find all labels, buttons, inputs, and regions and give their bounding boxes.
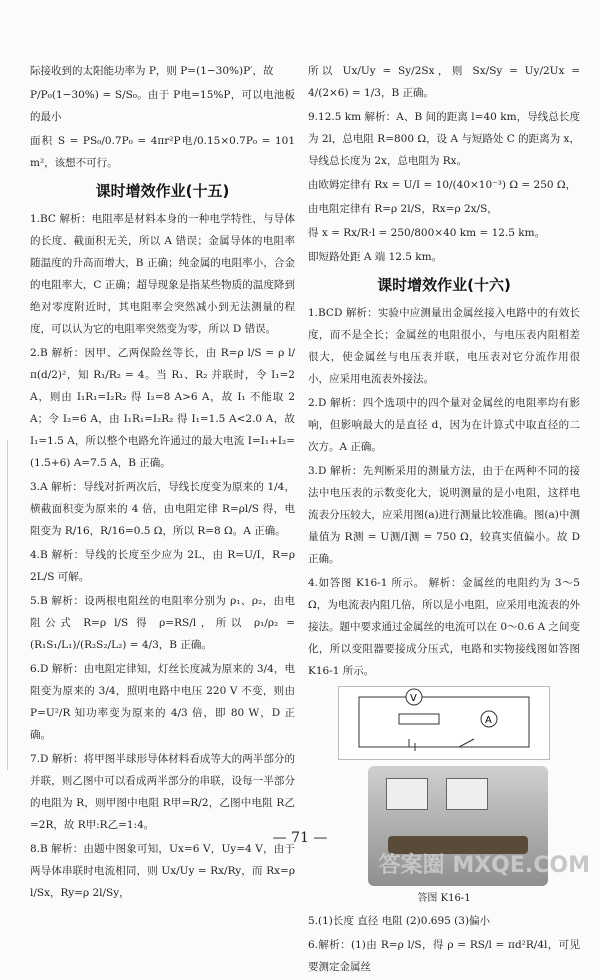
answer-7: 7.D 解析：将甲图半球形导体材料看成等大的两半部分的并联，则乙图中可以看成两半部分的串联，设每一半部分的电阻为 R，则甲图中电阻 R甲=R/2，乙图中电阻 R乙=2R，故 R甲:R乙=1:4。: [30, 753, 295, 831]
svg-text:A: A: [485, 715, 492, 726]
answer-16-4: 4.如答图 K16-1 所示。 解析：金属丝的电阻约为 3～5 Ω，为电流表内阻几倍，所以是小电阻，应采用电流表的外接法。题中要求通过金属丝的电流可以在 0～0.6 A 之间变化，所以变阻器要接成分压式，电路和实物接线图如答图 K16-1 所示。: [308, 577, 580, 677]
section-title-16: 课时增效作业(十六): [377, 276, 511, 294]
answer-8: 8.B 解析：由题中图象可知，Ux=6 V，Uy=4 V，由于两导体串联时电流相同，则 Ux/Uy = Rx/Ry，而 Rx=ρ l/Sx，Ry=ρ 2l/Sy，: [30, 843, 295, 899]
answer-16-3: 3.D 解析：先判断采用的测量方法，由于在两种不同的接法中电压表的示数变化大，说明测量的是小电阻，这样电流表分压较大，应采用图(a)进行测量比较准确。图(a)中测量值为 R测 = U测/I测 = 750 Ω，较真实值偏小。故 D 正确。: [308, 465, 580, 565]
answer-1: 1.BC 解析：电阻率是材料本身的一种电学特性，与导体的长度、截面积无关，所以 A 错误；金属导体的电阻率随温度的升高而增大，B 正确；纯金属的电阻率小，合金的电阻率大，C 正确；超导现象是指某些物质的温度降到绝对零度附近时，其电阻率会突然减小到无法测量的程度，可以认为它的电阻率突然变为零，所以 D 错误。: [30, 213, 295, 335]
watermark: 答案圈 MXQE.COM: [378, 853, 590, 878]
answer-5: 5.B 解析：设两根电阻丝的电阻率分别为 ρ₁、ρ₂，由电阻公式 R=ρ l/S 得 ρ=RS/l，所以 ρ₁/ρ₂ = (R₁S₁/L₁)/(R₂S₂/L₂) = 4/3，B 正确。: [30, 595, 295, 651]
circuit-diagram-svg: [339, 687, 549, 759]
svg-text:V: V: [410, 693, 417, 704]
answer-9-e: 即短路处距 A 端 12.5 km。: [308, 251, 443, 263]
ammeter-icon: [446, 778, 488, 810]
answer-9-c: 由电阻定律有 R=ρ 2l/S，Rx=ρ 2x/S，: [308, 203, 498, 215]
answer-16-5: 5.(1)长度 直径 电阻 (2)0.695 (3)偏小: [308, 915, 491, 927]
voltmeter-icon: [386, 778, 428, 810]
answer-6: 6.D 解析：由电阻定律知，灯丝长度减为原来的 3/4，电阻变为原来的 3/4，照明电路中电压 220 V 不变，则由 P=U²/R 知功率变为原来的 4/3 倍，即 80 W，D 正确。: [30, 663, 295, 741]
circuit-diagram: [338, 686, 550, 760]
page-number: — 71 —: [272, 830, 328, 846]
figure-caption: 答图 K16-1: [417, 893, 471, 904]
answer-4: 4.B 解析：导线的长度至少应为 2L，由 R=U/I，R=ρ 2L/S 可解。: [30, 549, 295, 583]
intro-line-1: 际接收到的太阳能功率为 P，则 P=(1−30%)P′，故: [30, 65, 274, 77]
intro-line-3: 面积 S = PS₀/0.7P₀ = 4πr²P电/0.15×0.7P₀ = 101 m²，该想不可行。: [30, 135, 295, 169]
answer-16-6: 6.解析：(1)由 R=ρ l/S，得 ρ = RS/l = πd²R/4l，可见要测定金属丝: [308, 939, 580, 973]
section-title-15: 课时增效作业(十五): [95, 182, 230, 200]
intro-line-2: P/P₀(1−30%) = S/S₀。由于 P电=15%P，可以电池板的最小: [30, 89, 295, 123]
answer-3: 3.A 解析：导线对折两次后，导线长度变为原来的 1/4，横截面积变为原来的 4 倍，由电阻定律 R=ρl/S 得，电阻变为 R/16，R/16=0.5 Ω，所以 R=8 Ω。A 正确。: [30, 481, 295, 537]
left-column: [30, 60, 295, 906]
answer-8-cont: 所以 Ux/Uy = Sy/2Sx，则 Sx/Sy = Uy/2Ux = 4/(2×6) = 1/3，B 正确。: [308, 65, 580, 99]
answer-9-b: 由欧姆定律有 Rx = U/I = 10/(40×10⁻³) Ω = 250 Ω，: [308, 179, 577, 191]
answer-9-a: 9.12.5 km 解析：A、B 间的距离 l=40 km，导线总长度为 2l，总电阻 R=800 Ω，设 A 与短路处 C 的距离为 x，导线总长度为 2x，总电阻为 Rx。: [308, 111, 580, 167]
answer-16-1: 1.BCD 解析：实验中应测量出金属丝接入电路中的有效长度，而不是全长；金属丝的电阻很小，与电压表内阻相差很大，使金属丝与电压表并联，电压表对它分流作用很小，应采用电流表外接法。: [308, 307, 580, 385]
answer-2: 2.B 解析：因甲、乙两保险丝等长，由 R=ρ l/S = ρ l/π(d/2)²，知 R₁/R₂ = 4。当 R₁、R₂ 并联时，令 I₁=2 A，则由 I₁R₁=I₂R₂ 得 I₂=8 A>6 A，故 I₁ 不能取 2 A；令 I₂=6 A，由 I₁R₁=I₂R₂ 得 I₁=1.5 A<2.0 A，故 I₁=1.5 A，所以整个电路允许通过的最大电流 I=I₁+I₂=(1.5+6) A=7.5 A，B 正确。: [30, 347, 295, 469]
answer-16-2: 2.D 解析：四个选项中的四个量对金属丝的电阻率均有影响，但影响最大的是直径 d，因为在计算式中取直径的二次方。A 正确。: [308, 397, 580, 453]
answer-9-d: 得 x = Rx/R·l = 250/800×40 km = 12.5 km。: [308, 227, 546, 239]
margin-line: [7, 440, 8, 770]
